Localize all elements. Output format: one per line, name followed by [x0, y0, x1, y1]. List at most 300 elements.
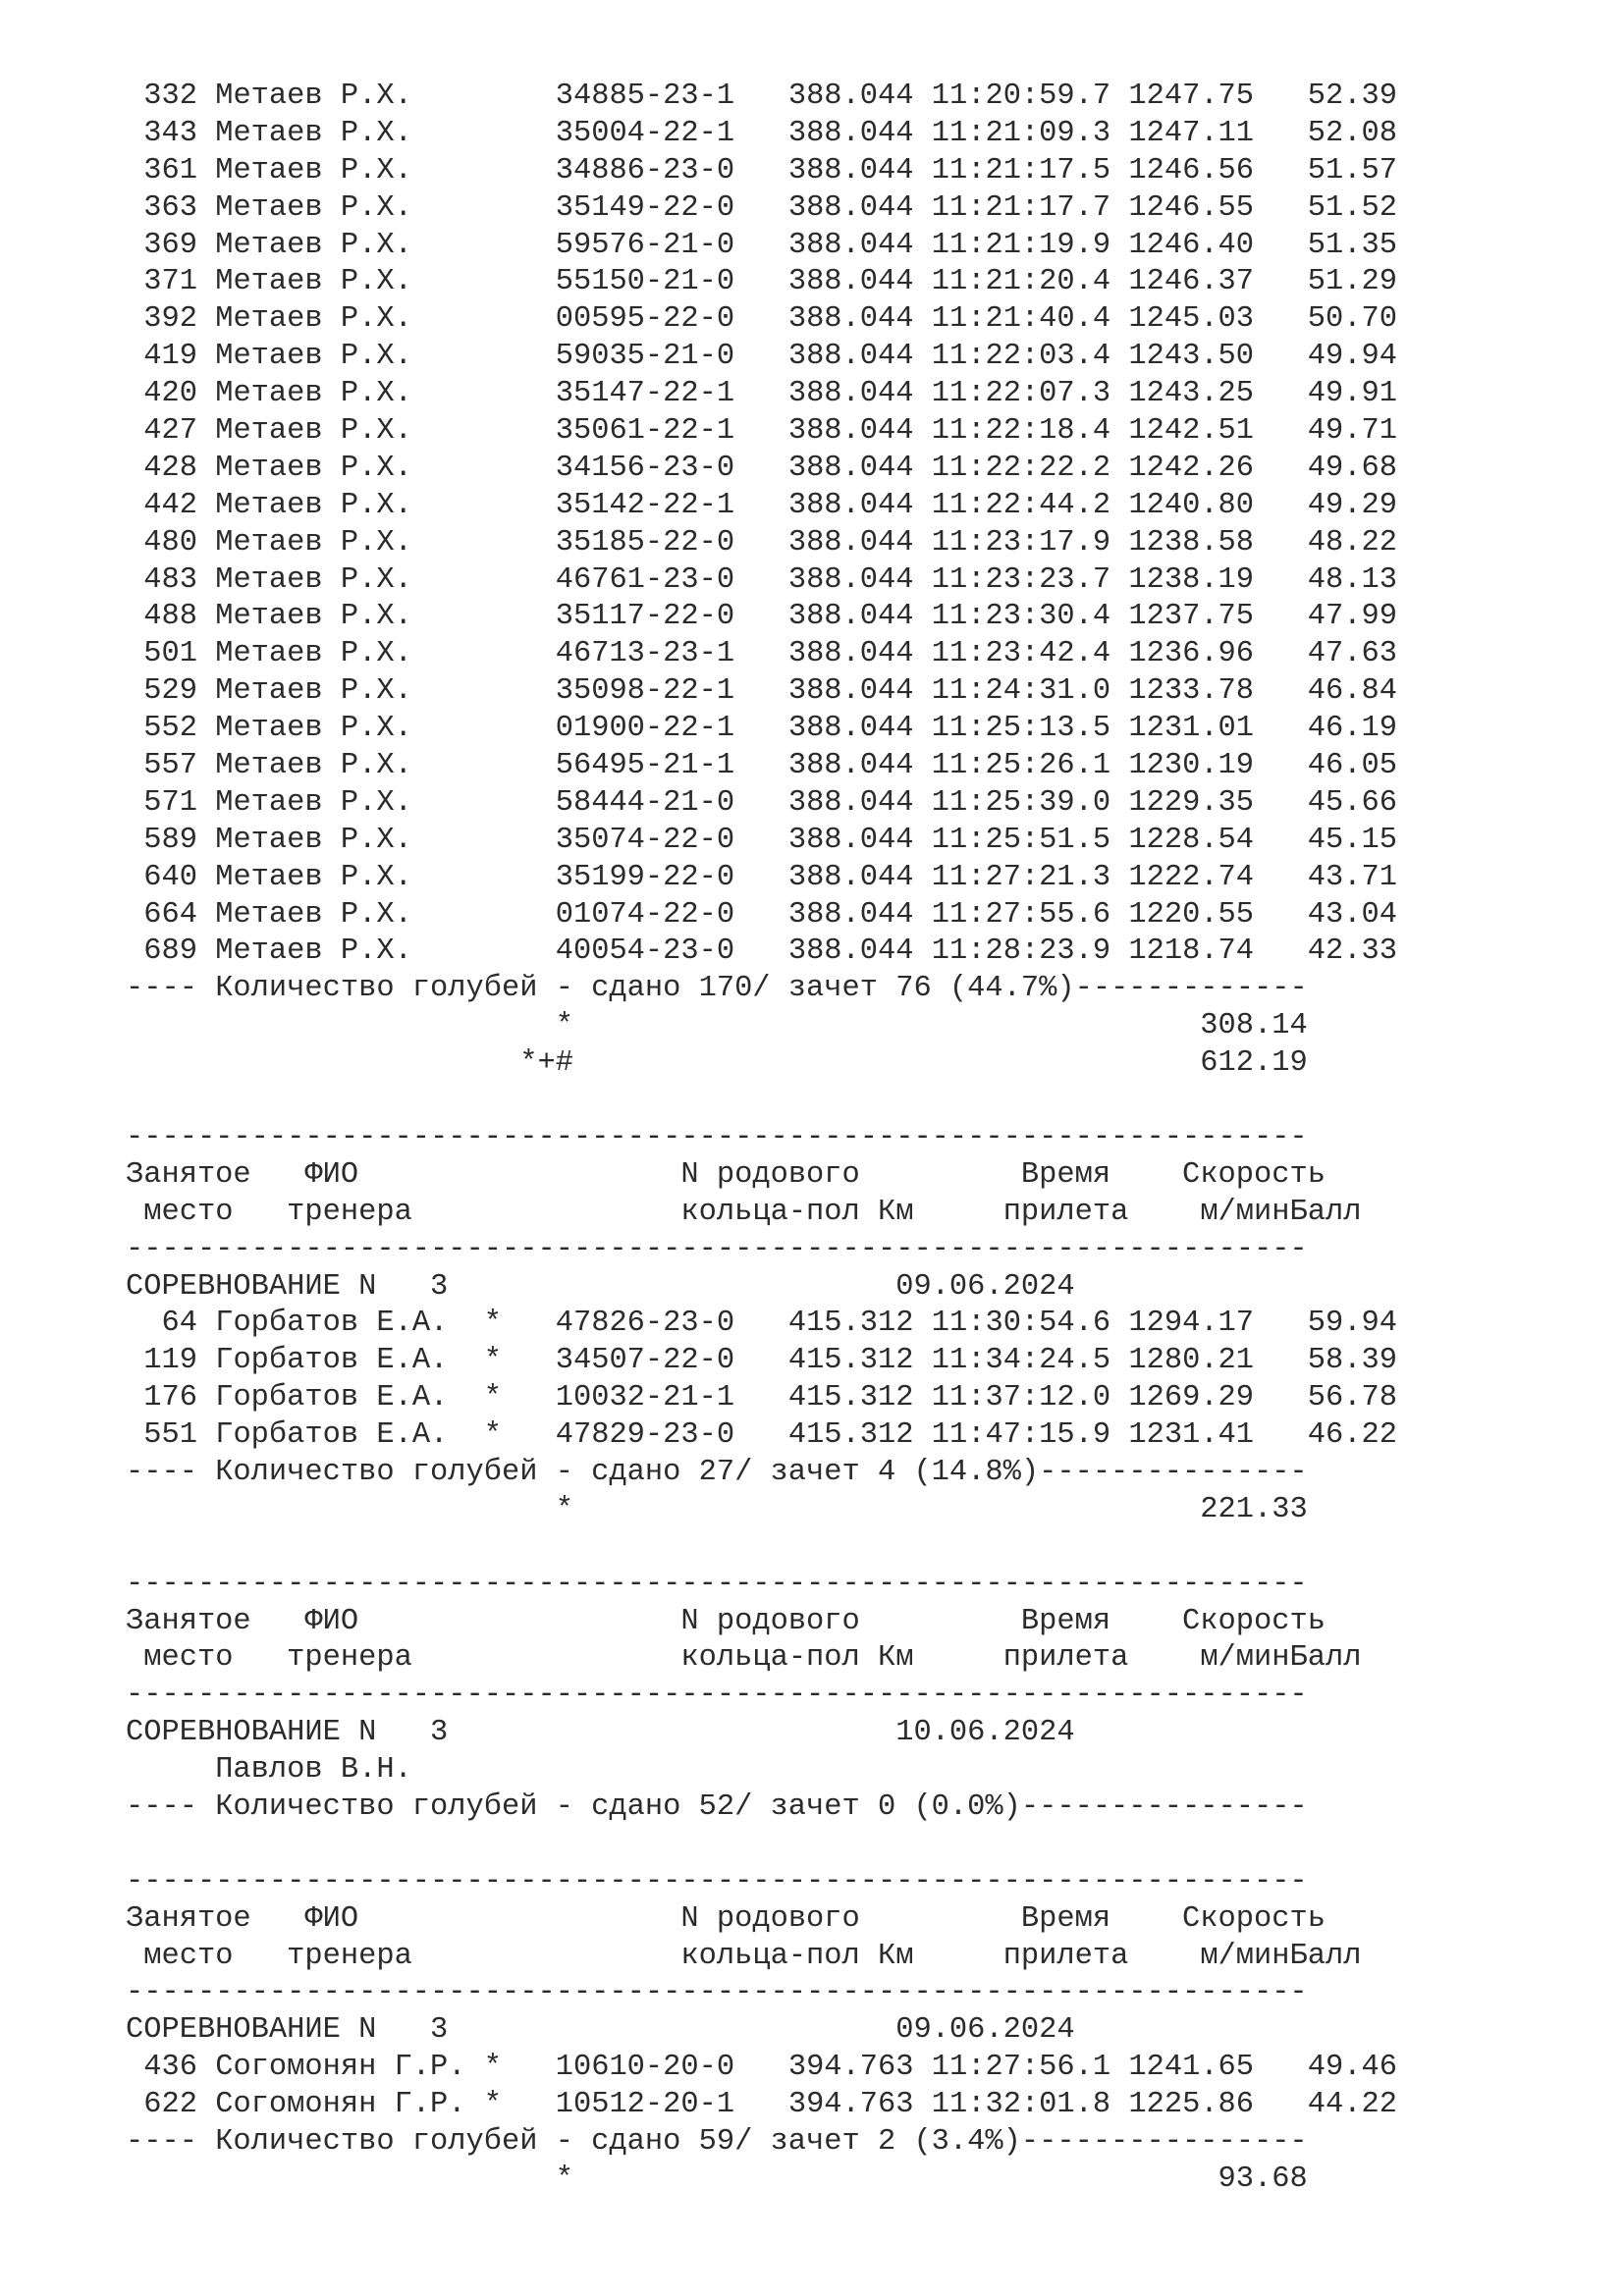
text [734, 302, 788, 336]
row-km: 388.044 [787, 749, 914, 783]
text [1110, 302, 1128, 336]
row-speed: 1220.55 [1128, 897, 1255, 932]
text [734, 637, 788, 670]
row-place: 442 [126, 488, 197, 522]
text [1110, 637, 1128, 670]
row-name: Горбатов Е.А. [215, 1418, 484, 1453]
row-place: 557 [126, 749, 197, 783]
text [412, 1196, 681, 1229]
row-time: 11:24:31.0 [931, 674, 1111, 709]
table-header-line-2 [126, 1640, 1559, 1678]
divider [126, 1567, 1559, 1604]
header-km: Км [878, 1195, 914, 1229]
row-time: 11:27:55.6 [931, 897, 1111, 932]
row-time: 11:25:51.5 [931, 823, 1111, 857]
row-mark [484, 786, 502, 820]
row-km: 415.312 [787, 1344, 914, 1378]
text [1254, 340, 1308, 373]
text [197, 898, 215, 932]
row-ring: 35142-22-1 [555, 488, 735, 522]
text [1110, 80, 1128, 113]
row-score: 51.35 [1307, 228, 1397, 262]
text [734, 749, 788, 782]
text [1254, 302, 1308, 336]
text [1110, 2051, 1128, 2084]
row-mark [484, 824, 502, 857]
text [734, 265, 788, 298]
row-name: Метаев Р.Х. [215, 562, 484, 597]
text [126, 1641, 143, 1675]
text [358, 1158, 680, 1192]
row-speed: 1269.29 [1128, 1381, 1255, 1415]
row-km: 388.044 [787, 897, 914, 932]
text [197, 265, 215, 298]
row-speed: 1241.65 [1128, 2051, 1255, 2085]
table-row [126, 339, 1559, 376]
table-row [126, 451, 1559, 488]
text [197, 712, 215, 745]
row-speed: 1243.25 [1128, 377, 1255, 411]
text [1128, 1641, 1200, 1675]
row-time: 11:34:24.5 [931, 1344, 1111, 1378]
text [914, 1381, 932, 1415]
row-place: 363 [126, 190, 197, 225]
header-score: Балл [1289, 1195, 1362, 1229]
row-score: 49.46 [1307, 2051, 1397, 2085]
row-ring: 47829-23-0 [555, 1418, 735, 1453]
divider-dashes: ------------------------------------------------------------------ [126, 1976, 1308, 2010]
row-speed: 1246.56 [1128, 153, 1255, 187]
row-ring: 40054-23-0 [555, 934, 735, 969]
text [126, 2163, 556, 2196]
row-km: 388.044 [787, 153, 914, 187]
row-name: Метаев Р.Х. [215, 80, 484, 113]
row-speed: 1242.51 [1128, 414, 1255, 449]
divider [126, 1864, 1559, 1901]
row-ring: 34156-23-0 [555, 451, 735, 485]
table-row [126, 673, 1559, 711]
table-row [126, 1306, 1559, 1343]
header-name: ФИО [304, 1604, 359, 1638]
row-score: 56.78 [1307, 1381, 1397, 1415]
text [914, 1940, 1003, 1973]
text [914, 377, 932, 410]
row-km: 388.044 [787, 80, 914, 113]
text [197, 749, 215, 782]
row-time: 11:30:54.6 [931, 1307, 1111, 1341]
row-place: 689 [126, 934, 197, 969]
text [197, 1381, 215, 1415]
text [914, 861, 932, 894]
header-time-sub: прилета [1002, 1195, 1129, 1229]
text [734, 2088, 788, 2121]
text [1254, 526, 1308, 560]
row-mark [484, 749, 502, 782]
header-name: ФИО [304, 1157, 359, 1192]
row-speed: 1242.26 [1128, 451, 1255, 485]
text [1254, 2051, 1308, 2084]
header-km: Км [878, 1641, 914, 1676]
row-mark [484, 191, 502, 225]
row-speed: 1228.54 [1128, 823, 1255, 857]
text [914, 1344, 932, 1377]
text [502, 600, 556, 633]
row-speed: 1246.37 [1128, 265, 1255, 299]
text [914, 824, 932, 857]
row-km: 388.044 [787, 377, 914, 411]
header-name: ФИО [304, 1901, 359, 1936]
summary-text: Количество голубей - сдано 27/ зачет 4 (14.8%) [215, 1455, 1040, 1489]
row-place: 419 [126, 340, 197, 374]
text [1110, 340, 1128, 373]
text [1110, 1307, 1128, 1340]
row-place: 369 [126, 228, 197, 262]
row-mark [484, 934, 502, 968]
row-ring: 47826-23-0 [555, 1307, 735, 1341]
row-mark [484, 637, 502, 670]
total-line [126, 2162, 1559, 2199]
text [734, 786, 788, 820]
text [197, 824, 215, 857]
row-km: 388.044 [787, 228, 914, 262]
text [197, 526, 215, 560]
row-score: 52.08 [1307, 116, 1397, 150]
text [502, 674, 556, 708]
text [502, 898, 556, 932]
text [734, 229, 788, 262]
row-score: 59.94 [1307, 1307, 1397, 1341]
row-ring: 01900-22-1 [555, 712, 735, 746]
row-ring: 35199-22-0 [555, 860, 735, 894]
competition-title: СОРЕВНОВАНИЕ N 3 [126, 1269, 449, 1304]
text [197, 637, 215, 670]
competition-line [126, 2012, 1559, 2050]
text [1254, 80, 1308, 113]
row-ring: 35074-22-0 [555, 823, 735, 857]
text [197, 154, 215, 187]
row-name: Метаев Р.Х. [215, 712, 484, 746]
text [734, 563, 788, 597]
row-score: 52.39 [1307, 80, 1397, 113]
summary-line [126, 1789, 1559, 1827]
row-name: Метаев Р.Х. [215, 600, 484, 634]
text [1254, 563, 1308, 597]
text [734, 1381, 788, 1415]
text [502, 80, 556, 113]
row-ring: 35117-22-0 [555, 600, 735, 634]
row-name: Метаев Р.Х. [215, 823, 484, 857]
text [197, 861, 215, 894]
row-ring: 00595-22-0 [555, 302, 735, 337]
row-time: 11:25:39.0 [931, 785, 1111, 820]
row-score: 48.22 [1307, 525, 1397, 560]
text [1254, 154, 1308, 187]
summary-line [126, 1455, 1559, 1492]
text [197, 80, 215, 113]
text [1110, 377, 1128, 410]
table-row [126, 228, 1559, 265]
text [914, 674, 932, 708]
row-speed: 1238.19 [1128, 562, 1255, 597]
table-row [126, 562, 1559, 600]
text [126, 1009, 556, 1042]
row-km: 415.312 [787, 1307, 914, 1341]
row-speed: 1240.80 [1128, 488, 1255, 522]
text [573, 1009, 1200, 1042]
text: ---------------- [1020, 2124, 1308, 2159]
row-km: 388.044 [787, 637, 914, 671]
row-ring: 34507-22-0 [555, 1344, 735, 1378]
row-speed: 1222.74 [1128, 860, 1255, 894]
text [502, 526, 556, 560]
row-ring: 56495-21-1 [555, 749, 735, 783]
text [502, 2088, 556, 2121]
text: --------------- [1039, 1455, 1308, 1489]
text [1110, 414, 1128, 448]
table-row [126, 153, 1559, 190]
row-score: 51.52 [1307, 190, 1397, 225]
row-time: 11:21:19.9 [931, 228, 1111, 262]
text [914, 229, 932, 262]
text [1254, 1381, 1308, 1415]
row-time: 11:21:17.5 [931, 153, 1111, 187]
row-score: 58.39 [1307, 1344, 1397, 1378]
competition-line [126, 1715, 1559, 1752]
row-km: 415.312 [787, 1381, 914, 1415]
table-row [126, 2050, 1559, 2087]
text [197, 414, 215, 448]
row-km: 388.044 [787, 785, 914, 820]
summary-text: Количество голубей - сдано 59/ зачет 2 (3.4%) [215, 2124, 1021, 2159]
table-row [126, 599, 1559, 636]
row-speed: 1225.86 [1128, 2088, 1255, 2122]
row-km: 388.044 [787, 823, 914, 857]
row-time: 11:32:01.8 [931, 2088, 1111, 2122]
row-name: Метаев Р.Х. [215, 674, 484, 709]
row-name: Метаев Р.Х. [215, 414, 484, 449]
text [1110, 1605, 1182, 1638]
text [126, 1940, 143, 1973]
text [197, 786, 215, 820]
text [126, 1493, 556, 1526]
row-place: 571 [126, 785, 197, 820]
text [734, 2051, 788, 2084]
row-time: 11:22:44.2 [931, 488, 1111, 522]
row-mark [484, 526, 502, 560]
table-header-line-1 [126, 1901, 1559, 1939]
text [197, 674, 215, 708]
row-score: 51.57 [1307, 153, 1397, 187]
text [1110, 861, 1128, 894]
text [197, 117, 215, 150]
row-place: 480 [126, 525, 197, 560]
text [914, 489, 932, 522]
text [1254, 117, 1308, 150]
row-time: 11:27:56.1 [931, 2051, 1111, 2085]
fancier-name-line [126, 1752, 1559, 1789]
table-row [126, 413, 1559, 451]
row-place: 332 [126, 80, 197, 113]
text [1110, 1418, 1128, 1452]
table-row [126, 1343, 1559, 1380]
text [1110, 712, 1128, 745]
row-km: 388.044 [787, 340, 914, 374]
row-km: 394.763 [787, 2088, 914, 2122]
row-speed: 1238.58 [1128, 525, 1255, 560]
header-name-sub: тренера [287, 1195, 412, 1229]
row-score: 43.71 [1307, 860, 1397, 894]
text: ---- [126, 972, 216, 1006]
row-place: 392 [126, 302, 197, 337]
header-name-sub: тренера [287, 1641, 412, 1676]
row-time: 11:23:42.4 [931, 637, 1111, 671]
text [197, 2088, 215, 2121]
row-place: 119 [126, 1344, 197, 1378]
row-km: 388.044 [787, 674, 914, 709]
header-km: Км [878, 1939, 914, 1973]
table-row [126, 1380, 1559, 1417]
text [573, 2163, 1218, 2196]
row-km: 388.044 [787, 302, 914, 337]
row-score: 49.71 [1307, 414, 1397, 449]
text [1110, 786, 1128, 820]
competition-date: 10.06.2024 [895, 1716, 1075, 1750]
header-score: Балл [1289, 1939, 1362, 1973]
blank-line [126, 1827, 1559, 1864]
header-ring-sub: кольца-пол [680, 1939, 860, 1973]
text [251, 1902, 305, 1936]
divider [126, 1678, 1559, 1715]
row-place: 488 [126, 600, 197, 634]
text [1254, 786, 1308, 820]
row-speed: 1247.11 [1128, 116, 1255, 150]
text [502, 2051, 556, 2084]
text [860, 1902, 1021, 1936]
text [233, 1196, 287, 1229]
row-km: 388.044 [787, 562, 914, 597]
row-place: 436 [126, 2051, 197, 2085]
text [860, 1196, 878, 1229]
row-ring: 35147-22-1 [555, 377, 735, 411]
text [1254, 861, 1308, 894]
text [860, 1605, 1021, 1638]
table-row [126, 264, 1559, 301]
text [914, 1418, 932, 1452]
text [1110, 191, 1128, 225]
text [573, 1493, 1200, 1526]
text [734, 600, 788, 633]
row-time: 11:21:20.4 [931, 265, 1111, 299]
row-km: 388.044 [787, 116, 914, 150]
text [734, 80, 788, 113]
row-speed: 1246.55 [1128, 190, 1255, 225]
text [914, 749, 932, 782]
text [914, 526, 932, 560]
header-speed: Скорость [1182, 1157, 1326, 1192]
table-row [126, 711, 1559, 748]
text [1110, 452, 1128, 485]
text [448, 1716, 895, 1749]
row-ring: 46761-23-0 [555, 562, 735, 597]
row-score: 51.29 [1307, 265, 1397, 299]
text [197, 600, 215, 633]
row-speed: 1236.96 [1128, 637, 1255, 671]
text [126, 1753, 215, 1787]
table-row [126, 190, 1559, 228]
row-speed: 1231.01 [1128, 712, 1255, 746]
row-km: 388.044 [787, 414, 914, 449]
row-speed: 1294.17 [1128, 1307, 1255, 1341]
text [358, 1605, 680, 1638]
row-mark [484, 414, 502, 448]
text [1110, 265, 1128, 298]
text [914, 340, 932, 373]
text [197, 452, 215, 485]
row-mark [484, 302, 502, 336]
row-name: Согомонян Г.Р. [215, 2051, 484, 2085]
table-row [126, 301, 1559, 339]
row-score: 49.29 [1307, 488, 1397, 522]
text [734, 712, 788, 745]
text [502, 563, 556, 597]
text [734, 117, 788, 150]
text [358, 1902, 680, 1936]
text [734, 452, 788, 485]
text [914, 117, 932, 150]
text [1254, 674, 1308, 708]
row-km: 394.763 [787, 2051, 914, 2085]
total-mark: * [555, 1492, 573, 1526]
text [914, 302, 932, 336]
text [914, 2088, 932, 2121]
header-place-sub: место [143, 1641, 234, 1676]
row-time: 11:23:17.9 [931, 525, 1111, 560]
competition-date: 09.06.2024 [895, 2013, 1075, 2048]
text [197, 377, 215, 410]
row-time: 11:21:17.7 [931, 190, 1111, 225]
row-ring: 35098-22-1 [555, 674, 735, 709]
text [448, 2013, 895, 2047]
row-name: Метаев Р.Х. [215, 377, 484, 411]
row-place: 176 [126, 1381, 197, 1415]
table-row [126, 823, 1559, 860]
text [197, 229, 215, 262]
text [734, 154, 788, 187]
text [502, 154, 556, 187]
row-score: 45.66 [1307, 785, 1397, 820]
text [1110, 1902, 1182, 1936]
row-ring: 01074-22-0 [555, 897, 735, 932]
text [412, 1641, 681, 1675]
row-speed: 1246.40 [1128, 228, 1255, 262]
text [1110, 229, 1128, 262]
row-time: 11:23:30.4 [931, 600, 1111, 634]
text [573, 1046, 1200, 1080]
row-ring: 59576-21-0 [555, 228, 735, 262]
table-row [126, 785, 1559, 823]
row-score: 43.04 [1307, 897, 1397, 932]
text [1110, 489, 1128, 522]
row-time: 11:22:03.4 [931, 340, 1111, 374]
row-time: 11:28:23.9 [931, 934, 1111, 969]
text [251, 1158, 305, 1192]
row-time: 11:21:09.3 [931, 116, 1111, 150]
row-ring: 59035-21-0 [555, 340, 735, 374]
text [502, 861, 556, 894]
table-header-line-1 [126, 1604, 1559, 1641]
row-mark [484, 861, 502, 894]
text [734, 414, 788, 448]
